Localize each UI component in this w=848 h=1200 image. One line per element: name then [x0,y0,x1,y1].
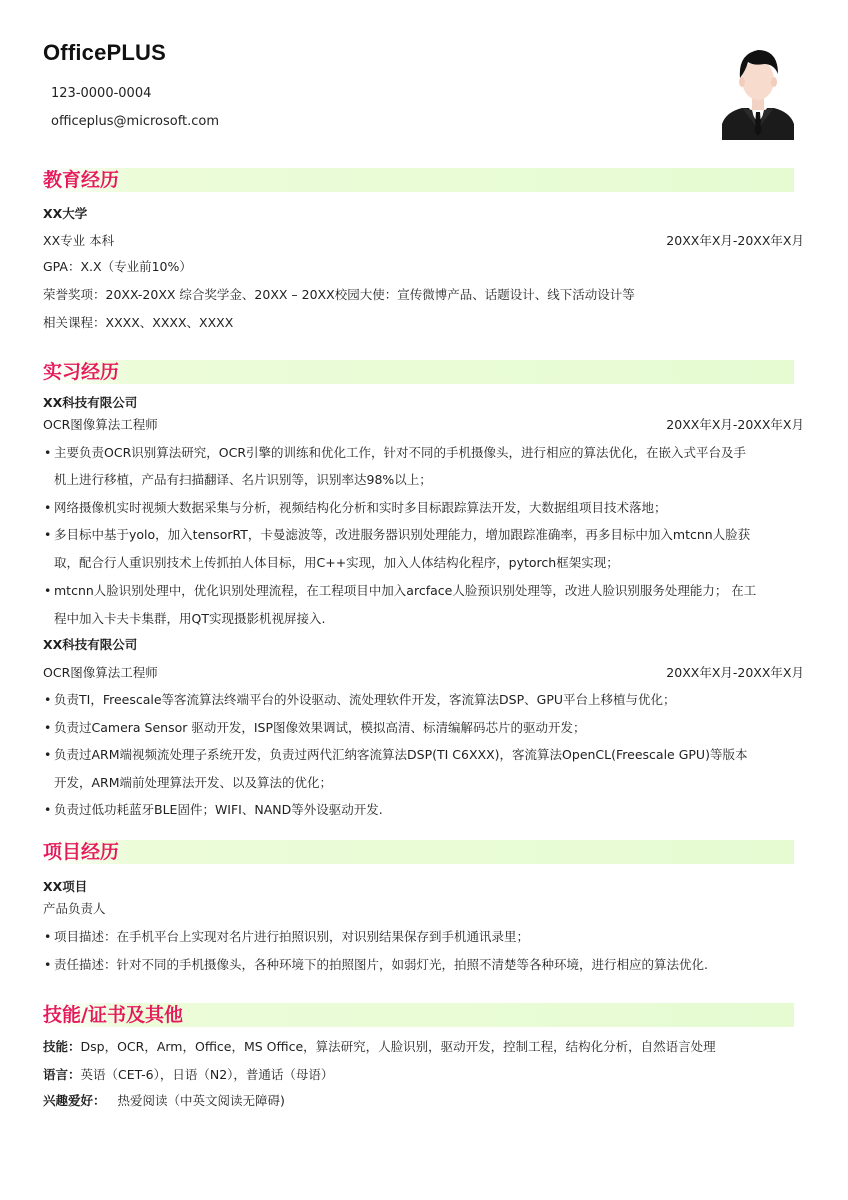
job-bullet-cont: 机上进行移植，产品有扫描翻译、名片识别等，识别率达98%以上； [54,472,432,487]
honors: 荣誉奖项：20XX-20XX 综合奖学金、20XX – 20XX校园大使：宣传微博产品、话题设计、线下活动设计等 [43,287,635,302]
bullet-marker: • [44,583,52,598]
job-bullet-cont: 开发，ARM端前处理算法开发、以及算法的优化； [54,775,333,790]
job-bullet: 主要负责OCR识别算法研究，OCR引擎的训练和优化工作，针对不同的手机摄像头，进行相应的算法优化，在嵌入式平台及手 [54,445,747,460]
avatar [718,40,798,140]
job-bullet: 负责TI，Freescale等客流算法终端平台的外设驱动、流处理软件开发，客流算法DSP、GPU平台上移植与优化； [54,692,676,707]
language-text: 英语（CET-6），日语（N2），普通话（母语） [80,1067,334,1082]
education-section-title: 教育经历 [43,169,120,191]
skills-line [43,1039,716,1055]
job-bullet-cont: 取，配合行人重识别技术上传抓拍人体目标，用C++实现，加入人体结构化程序，pytorch框架实现； [54,555,619,570]
gpa: GPA：X.X（专业前10%） [43,259,192,274]
bullet-marker: • [44,720,52,735]
education-date: 20XX年X月-20XX年X月 [666,233,804,248]
hobby-text: 热爱阅读（中英文阅读无障碍) [117,1093,285,1108]
bullet-marker: • [44,929,52,944]
phone-number: 123-0000-0004 [51,86,152,101]
language-line [43,1067,333,1083]
job-bullet: 负责过低功耗蓝牙BLE固件；WIFI、NAND等外设驱动开发. [54,802,383,817]
job-date: 20XX年X月-20XX年X月 [666,417,804,432]
email-address: officeplus@microsoft.com [51,114,220,129]
bullet-marker: • [44,802,52,817]
courses: 相关课程：XXXX、XXXX、XXXX [43,315,234,330]
project-bullet: 项目描述：在手机平台上实现对名片进行拍照识别，对识别结果保存到手机通讯录里； [54,929,530,944]
bullet-marker: • [44,527,52,542]
bullet-marker: • [44,445,52,460]
job-role: OCR图像算法工程师 [43,665,158,680]
bullet-marker: • [44,957,52,972]
project-role: 产品负责人 [43,901,106,916]
company-name: XX科技有限公司 [43,395,138,410]
job-bullet: 负责过ARM端视频流处理子系统开发，负责过两代汇纳客流算法DSP(TI C6XXX)，客流算法OpenCL(Freescale GPU)等版本 [54,747,748,762]
skills-section-title: 技能/证书及其他 [43,1004,183,1026]
company-name: XX科技有限公司 [43,637,138,652]
job-date: 20XX年X月-20XX年X月 [666,665,804,680]
project-bullet: 责任描述：针对不同的手机摄像头，各种环境下的拍照图片，如弱灯光，拍照不清楚等各种环境，进行相应的算法优化. [54,957,708,972]
hobby-line [43,1093,285,1109]
resume-name: OfficePLUS [43,40,167,65]
education-header-bar [40,168,794,192]
job-bullet: mtcnn人脸识别处理中，优化识别处理流程，在工程项目中加入arcface人脸预识别处理等，改进人脸识别服务处理能力； 在工 [54,583,757,598]
skills-label: 技能： [43,1039,81,1054]
internship-section-title: 实习经历 [43,361,120,383]
skills-text: Dsp，OCR，Arm，Office，MS Office，算法研究，人脸识别，驱动开发，控制工程，结构化分析，自然语言处理 [80,1039,716,1054]
project-name: XX项目 [43,879,88,894]
internship-header-bar [40,360,794,384]
hobby-label: 兴趣爱好： [43,1093,106,1108]
project-header-bar [40,840,794,864]
job-bullet: 负责过Camera Sensor 驱动开发，ISP图像效果调试，模拟高清、标清编解码芯片的驱动开发； [54,720,586,735]
school-name: XX大学 [43,206,88,221]
job-bullet: 多目标中基于yolo，加入tensorRT，卡曼滤波等，改进服务器识别处理能力，增加跟踪准确率，再多目标中加入mtcnn人脸获 [54,527,751,542]
project-section-title: 项目经历 [43,841,120,863]
language-label: 语言： [43,1067,81,1082]
job-role: OCR图像算法工程师 [43,417,158,432]
bullet-marker: • [44,747,52,762]
bullet-marker: • [44,692,52,707]
bullet-marker: • [44,500,52,515]
job-bullet: 网络摄像机实时视频大数据采集与分析，视频结构化分析和实时多目标跟踪算法开发，大数据组项目技术落地； [54,500,667,515]
job-bullet-cont: 程中加入卡夫卡集群，用QT实现摄影机视屏接入. [54,611,326,626]
major-degree: XX专业 本科 [43,233,115,248]
